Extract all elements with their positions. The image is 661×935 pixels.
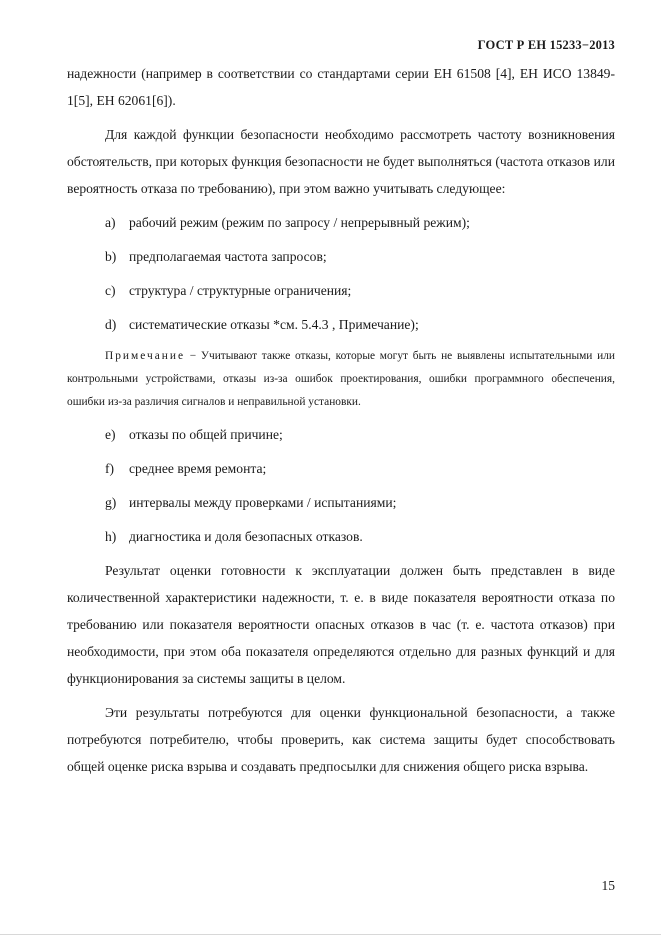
list-item-text: среднее время ремонта; <box>129 461 267 476</box>
list-item-text: структура / структурные ограничения; <box>129 283 352 298</box>
list-item-c <box>105 277 615 304</box>
list-marker: e) <box>105 427 116 442</box>
list-marker: d) <box>105 317 117 332</box>
list-marker: a) <box>105 215 116 230</box>
list-item-e <box>105 421 615 448</box>
document-code-header: ГОСТ Р ЕН 15233−2013 <box>477 38 615 52</box>
list-item-f <box>105 455 615 482</box>
note-label: Примечание <box>105 350 186 362</box>
list-item-a <box>105 209 615 236</box>
note-block <box>67 345 615 414</box>
paragraph-readiness-result: Результат оценки готовности к эксплуатации должен быть представлен в виде количественной характеристики надежности, т. е. в виде показателя вероятности отказа по требованию или показателя вероятности опасных отказов в час (т. е. частота отказов) при необходимости, при этом оба показателя определяются отдельно для разных функций и для функционирования за системы защиты в целом. <box>67 563 615 686</box>
list-marker: c) <box>105 283 116 298</box>
list-item-text: рабочий режим (режим по запросу / непрерывный режим); <box>129 215 470 230</box>
list-item-g <box>105 489 615 516</box>
document-body <box>67 60 615 780</box>
list-marker: f) <box>105 461 115 476</box>
list-marker: b) <box>105 249 117 264</box>
note-text: Учитывают также отказы, которые могут быть не выявлены испытательными или контрольными устройствами, отказы из-за ошибок проектирования, ошибки программного обеспечения, ошибки из-за различия сигналов и неправильной установки. <box>67 350 616 408</box>
list-marker: h) <box>105 529 117 544</box>
list-item-text: отказы по общей причине; <box>129 427 283 442</box>
list-item-d <box>105 311 615 338</box>
list-item-b <box>105 243 615 270</box>
list-item-h <box>105 523 615 550</box>
paragraph-safety-function: Для каждой функции безопасности необходимо рассмотреть частоту возникновения обстоятельств, при которых функция безопасности не будет выполняться (частота отказов или вероятность отказа по требованию), при этом важно учитывать следующее: <box>67 127 615 196</box>
list-marker: g) <box>105 495 117 510</box>
list-item-text: интервалы между проверками / испытаниями; <box>129 495 397 510</box>
list-item-text: диагностика и доля безопасных отказов. <box>129 529 363 544</box>
list-item-text: предполагаемая частота запросов; <box>129 249 327 264</box>
note-separator: − <box>185 350 201 362</box>
page-number: 15 <box>601 878 615 893</box>
list-item-text: систематические отказы *см. 5.4.3 , Примечание); <box>129 317 419 332</box>
paragraph-results-usage: Эти результаты потребуются для оценки функциональной безопасности, а также потребуются потребителю, чтобы проверить, как система защиты будет способствовать общей оценке риска взрыва и создавать предпосылки для снижения общего риска взрыва. <box>67 705 615 774</box>
paragraph-continuation: надежности (например в соответствии со стандартами серии ЕН 61508 [4], ЕН ИСО 13849-1[5], ЕН 62061[6]). <box>67 66 615 108</box>
